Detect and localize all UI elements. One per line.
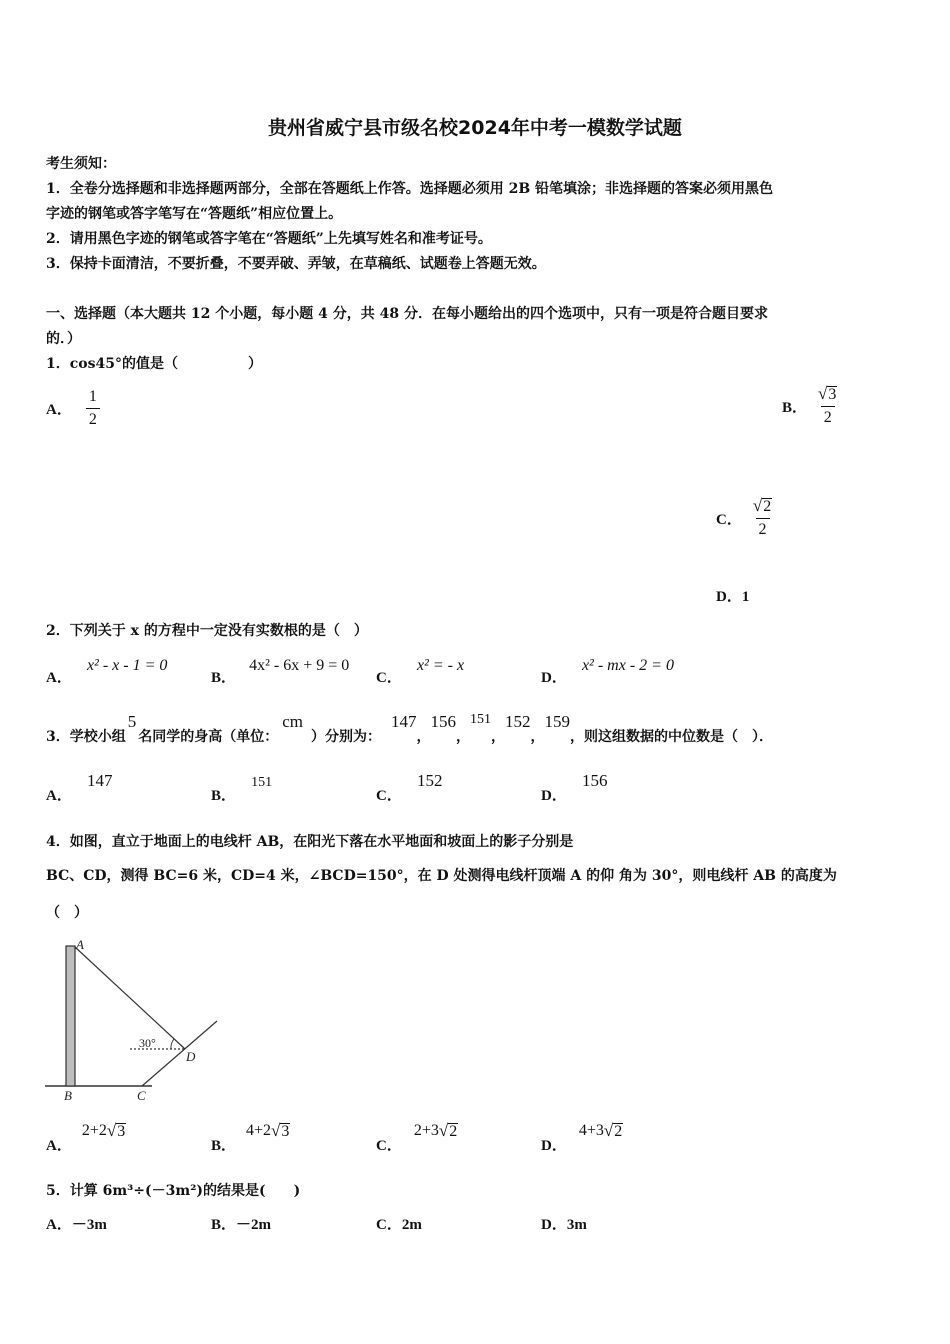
q3-b-value: 151 <box>251 775 273 790</box>
point-c-label: C <box>137 1088 146 1103</box>
q2-stem: 2．下列关于 x 的方程中一定没有实数根的是（ ） <box>46 623 368 639</box>
q4-option-a[interactable] <box>46 1122 126 1155</box>
q3-option-b[interactable] <box>211 770 273 804</box>
q3-stem-d: ，则这组数据的中位数是（ ）． <box>570 729 774 745</box>
q3-b-label: B． <box>211 788 237 804</box>
q5-option-b[interactable]: B．－2m <box>211 1217 272 1233</box>
q4-stem-line3: （ ） <box>46 905 88 921</box>
q3-option-c[interactable] <box>376 770 443 804</box>
q3-stem-b: 名同学的身高（单位： <box>138 729 279 745</box>
q4-option-d[interactable] <box>541 1122 623 1155</box>
q3-option-d[interactable] <box>541 770 608 804</box>
q5-option-d[interactable]: D．3m <box>541 1217 587 1233</box>
q1-b-sqrt-icon: √ <box>818 384 828 403</box>
q2-c-label: C． <box>376 670 402 686</box>
q1-d-value: 1 <box>741 589 750 605</box>
q4-a-radicand: 3 <box>117 1123 126 1140</box>
q1-b-denominator: 2 <box>821 406 835 427</box>
pole-ab <box>66 946 75 1086</box>
q1-c-radicand: 2 <box>763 498 772 515</box>
section-heading-line2: 的．） <box>46 331 81 347</box>
notice-line-1b: 字迹的钢笔或答字笔写在“答题纸”相应位置上。 <box>46 206 343 222</box>
section-heading-line1: 一、选择题（本大题共 12 个小题，每小题 4 分，共 48 分．在每小题给出的四个选项中，只有一项是符合题目要求 <box>46 306 768 322</box>
q3-c-label: C． <box>376 788 402 804</box>
q3-value-3: 151 <box>470 712 492 727</box>
q4-option-b[interactable] <box>211 1122 290 1155</box>
q4-c-radicand: 2 <box>449 1123 458 1140</box>
page-title: 贵州省威宁县市级名校2024年中考一模数学试题 <box>268 117 682 139</box>
q2-option-d[interactable] <box>541 654 674 686</box>
q3-stem-c: ）分别为： <box>311 729 382 745</box>
q1-option-c[interactable] <box>716 497 775 539</box>
q1-a-fraction <box>86 388 100 429</box>
q3-a-label: A． <box>46 788 72 804</box>
q4-c-sqrt-icon: √ <box>438 1121 449 1140</box>
q4-c-label: C． <box>376 1138 402 1154</box>
q1-b-label: B． <box>782 399 808 416</box>
q1-c-fraction <box>750 497 775 539</box>
q1-a-denominator: 2 <box>86 408 100 429</box>
q5-option-a[interactable]: A．－3m <box>46 1217 107 1233</box>
q4-d-int: 4+3 <box>578 1122 604 1139</box>
q4-a-label: A． <box>46 1138 72 1154</box>
q4-a-sqrt-icon: √ <box>106 1121 117 1140</box>
q4-d-radicand: 2 <box>614 1123 623 1140</box>
q2-b-expression: 4x² - 6x + 9 = 0 <box>249 657 350 674</box>
q1-a-label: A． <box>46 402 72 418</box>
q3-d-value: 156 <box>581 771 608 790</box>
q1-c-denominator: 2 <box>756 518 770 539</box>
q2-a-label: A． <box>46 670 72 686</box>
q2-option-c[interactable] <box>376 654 465 686</box>
q4-b-int: 4+2 <box>246 1122 272 1139</box>
q3-value-4: 152 <box>505 712 531 731</box>
q3-value-1: 147 <box>391 712 417 731</box>
q3-stem-a: 3．学校小组 <box>46 729 126 745</box>
q4-b-radicand: 3 <box>281 1123 290 1140</box>
q4-stem-line1: 4．如图，直立于地面上的电线杆 AB，在阳光下落在水平地面和坡面上的影子分别是 <box>46 834 574 850</box>
sun-ray-ad <box>75 947 185 1049</box>
q4-b-sqrt-icon: √ <box>271 1121 281 1140</box>
q3-comma: ， <box>491 729 506 745</box>
q4-figure <box>40 935 230 1105</box>
q2-c-expression: x² = - x <box>416 657 465 674</box>
notice-line-2: 2．请用黑色字迹的钢笔或答字笔在“答题纸”上先填写姓名和准考证号。 <box>46 231 492 247</box>
q4-option-c[interactable] <box>376 1122 458 1155</box>
q4-b-label: B． <box>211 1138 237 1154</box>
point-a-label: A <box>76 937 84 952</box>
q3-a-value: 147 <box>86 771 113 790</box>
q4-c-int: 2+3 <box>413 1122 439 1139</box>
q3-comma: ， <box>530 729 545 745</box>
q5-stem: 5．计算 6m³÷(－3m²)的结果是( ) <box>46 1183 301 1199</box>
q4-d-sqrt-icon: √ <box>603 1121 614 1140</box>
q3-count: 5 <box>127 712 137 731</box>
q4-stem-line2: BC、CD，测得 BC=6 米，CD=4 米，∠BCD=150°，在 D 处测得电线杆顶端 A 的仰 角为 30°，则电线杆 AB 的高度为 <box>46 868 837 884</box>
q2-b-label: B． <box>211 670 237 686</box>
q3-comma: ， <box>456 729 471 745</box>
notice-line-3: 3．保持卡面清洁，不要折叠，不要弄破、弄皱，在草稿纸、试题卷上答题无效。 <box>46 256 546 272</box>
notice-line-1a: 1．全卷分选择题和非选择题两部分，全部在答题纸上作答。选择题必须用 2B 铅笔填涂；非选择题的答案必须用黑色 <box>46 181 774 197</box>
q3-c-value: 152 <box>416 771 443 790</box>
q3-value-5: 159 <box>544 712 571 731</box>
q3-unit: cm <box>282 712 304 731</box>
point-b-label: B <box>64 1088 72 1103</box>
q1-c-sqrt-icon: √ <box>752 496 763 515</box>
slope-line <box>142 1021 217 1086</box>
q3-comma: ， <box>416 729 431 745</box>
q2-d-label: D． <box>541 670 567 686</box>
q3-stem <box>46 712 773 746</box>
q3-option-a[interactable] <box>46 770 113 804</box>
q1-b-fraction <box>815 385 840 427</box>
q1-stem: 1．cos45°的值是（ ） <box>46 356 262 372</box>
q3-value-2: 156 <box>430 712 457 731</box>
q2-d-expression: x² - mx - 2 = 0 <box>581 657 674 674</box>
q1-option-a[interactable] <box>46 388 100 429</box>
q4-a-int: 2+2 <box>81 1122 107 1139</box>
q1-a-numerator: 1 <box>88 388 97 405</box>
angle-arc <box>171 1039 174 1049</box>
q1-option-b[interactable] <box>782 385 840 427</box>
q1-c-label: C． <box>716 511 742 528</box>
q2-a-expression: x² - x - 1 = 0 <box>86 657 168 674</box>
notice-heading: 考生须知： <box>46 156 116 172</box>
q1-b-radicand: 3 <box>828 386 837 403</box>
q5-option-c[interactable]: C．2m <box>376 1217 422 1233</box>
q3-d-label: D． <box>541 788 567 804</box>
q4-d-label: D． <box>541 1138 567 1154</box>
q1-d-label: D． <box>716 589 742 605</box>
q2-option-a[interactable] <box>46 654 168 686</box>
angle-label: 30° <box>139 1036 156 1050</box>
q1-option-d[interactable] <box>716 585 749 606</box>
q2-option-b[interactable] <box>211 654 350 686</box>
point-d-label: D <box>186 1049 196 1064</box>
